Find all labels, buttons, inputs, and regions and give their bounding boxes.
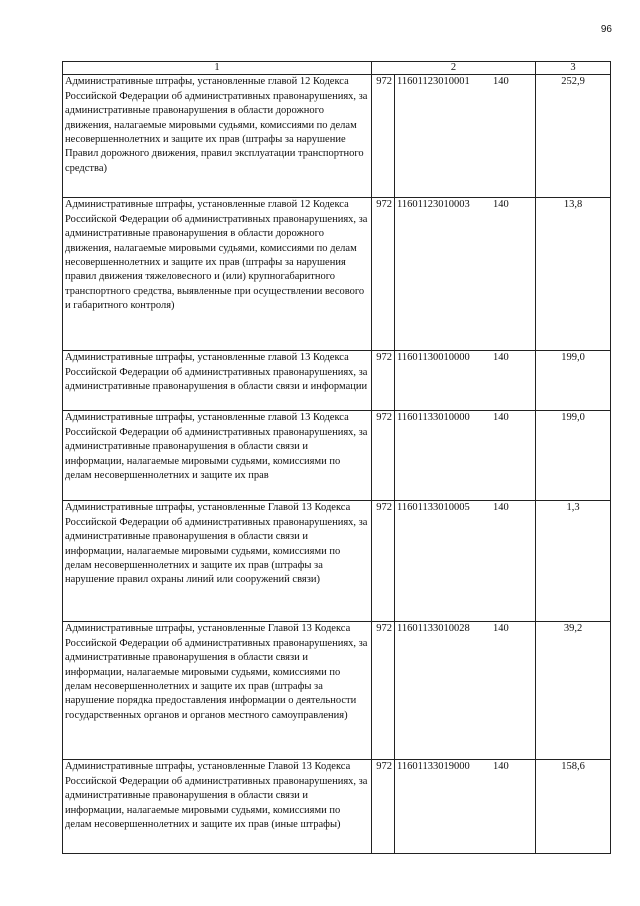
row-kosgu: 140 [493,199,509,211]
row-amount: 199,0 [536,411,611,501]
row-description: Административные штрафы, установленные Главой 13 Кодекса Российской Федерации об административных правонарушениях, за административные правонарушения в области связи и информации, налагаемые мировыми судьями, комиссиями по делам несовершеннолетних и защите их прав (штрафы за нарушение порядка предоставления информации о деятельности государственных органов и органов местного самоуправления) [63,622,372,760]
header-col-2: 2 [372,62,536,75]
row-admin-code: 972 [372,760,395,854]
row-kbk: 11601130010000 [397,352,470,364]
row-code [395,760,536,854]
row-admin-code: 972 [372,411,395,501]
revenue-table [62,61,611,854]
row-description: Административные штрафы, установленные главой 13 Кодекса Российской Федерации об административных правонарушениях, за административные правонарушения в области связи и информации, налагаемые мировыми судьями, комиссиями по делам несовершеннолетних и защите их прав [63,411,372,501]
row-kosgu: 140 [493,623,509,635]
row-kbk: 11601123010003 [397,199,470,211]
row-amount: 1,3 [536,501,611,622]
row-code [395,198,536,351]
row-kbk: 11601133010000 [397,412,470,424]
row-admin-code: 972 [372,75,395,198]
row-kosgu: 140 [493,76,509,88]
row-kbk: 11601133010028 [397,623,470,635]
row-amount: 13,8 [536,198,611,351]
row-code [395,351,536,411]
row-description: Административные штрафы, установленные главой 12 Кодекса Российской Федерации об административных правонарушениях, за административные правонарушения в области дорожного движения, налагаемые мировыми судьями, комиссиями по делам несовершеннолетних и защите их прав (штрафы за нарушения правил движения тяжеловесного и (или) крупногабаритного транспортного средства, выявленные при осуществлении весового и габаритного контроля) [63,198,372,351]
row-kosgu: 140 [493,352,509,364]
row-description: Административные штрафы, установленные Главой 13 Кодекса Российской Федерации об административных правонарушениях, за административные правонарушения в области связи и информации, налагаемые мировыми судьями, комиссиями по делам несовершеннолетних и защите их прав (штрафы за нарушение правил охраны линий или сооружений связи) [63,501,372,622]
row-code [395,75,536,198]
row-kosgu: 140 [493,761,509,773]
row-admin-code: 972 [372,351,395,411]
row-amount: 199,0 [536,351,611,411]
header-col-1: 1 [63,62,372,75]
row-description: Административные штрафы, установленные главой 12 Кодекса Российской Федерации об административных правонарушениях, за административные правонарушения в области дорожного движения, налагаемые мировыми судьями, комиссиями по делам несовершеннолетних и защите их прав (штрафы за нарушение Правил дорожного движения, правил эксплуатации транспортного средства) [63,75,372,198]
table-header-row [63,62,611,75]
row-kosgu: 140 [493,502,509,514]
table-row [63,622,611,760]
table-row [63,75,611,198]
row-amount: 158,6 [536,760,611,854]
row-admin-code: 972 [372,198,395,351]
row-code [395,622,536,760]
table-row [63,198,611,351]
row-description: Административные штрафы, установленные Главой 13 Кодекса Российской Федерации об административных правонарушениях, за административные правонарушения в области связи и информации, налагаемые мировыми судьями, комиссиями по делам несовершеннолетних и защите их прав (иные штрафы) [63,760,372,854]
row-kbk: 11601133010005 [397,502,470,514]
row-code [395,501,536,622]
row-amount: 252,9 [536,75,611,198]
row-description: Административные штрафы, установленные главой 13 Кодекса Российской Федерации об административных правонарушениях, за административные правонарушения в области связи и информации [63,351,372,411]
row-admin-code: 972 [372,622,395,760]
row-amount: 39,2 [536,622,611,760]
row-kbk: 11601123010001 [397,76,470,88]
row-kosgu: 140 [493,412,509,424]
header-col-3: 3 [536,62,611,75]
table-row [63,411,611,501]
row-code [395,411,536,501]
table-row [63,760,611,854]
row-kbk: 11601133019000 [397,761,470,773]
table-row [63,351,611,411]
row-admin-code: 972 [372,501,395,622]
page-number: 96 [600,24,612,35]
table-row [63,501,611,622]
